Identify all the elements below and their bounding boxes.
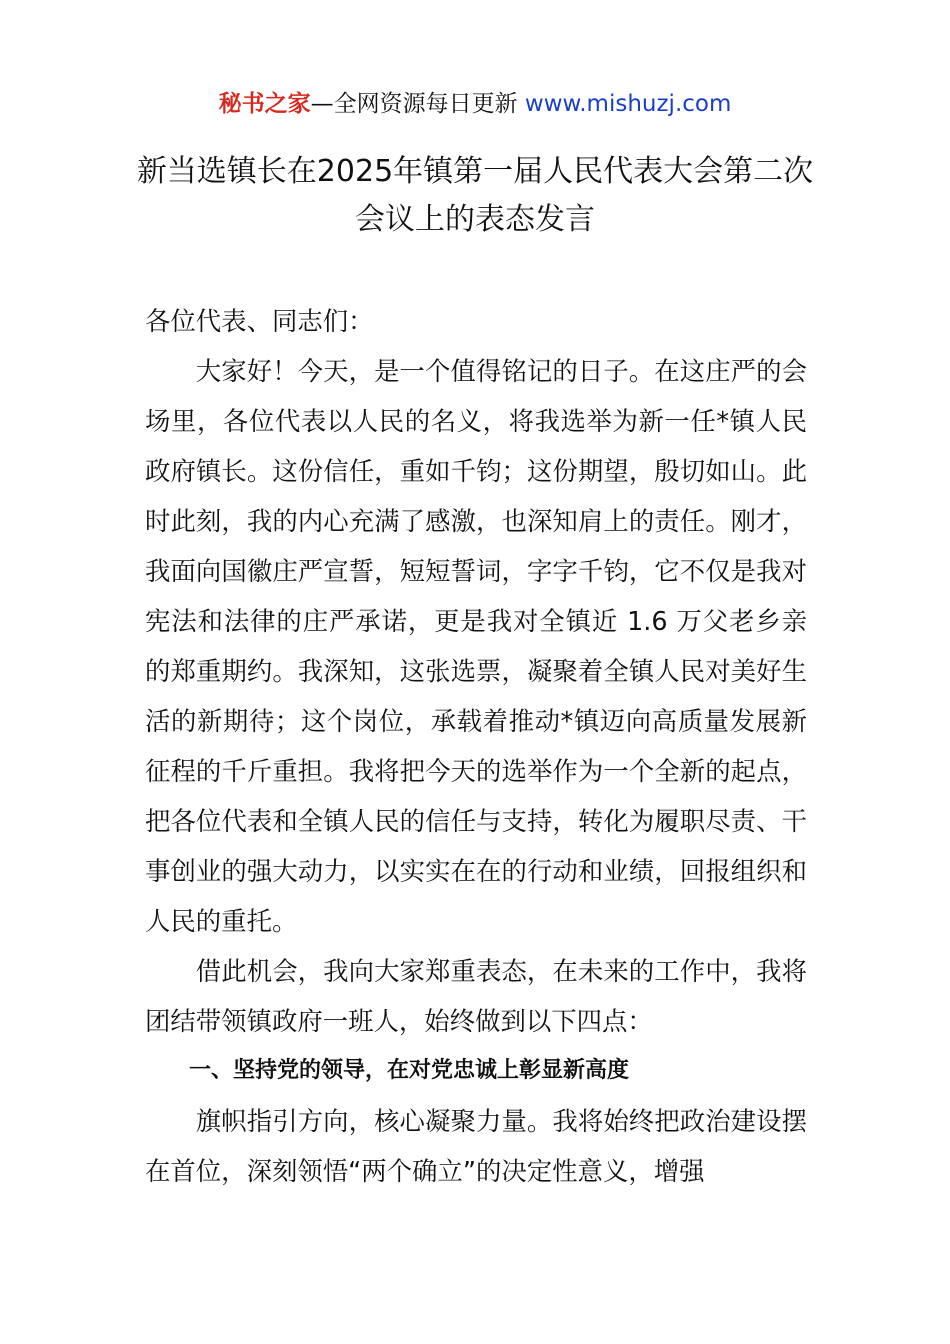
section-heading: 一、坚持党的领导，在对党忠诚上彰显新高度 bbox=[189, 1058, 630, 1083]
site-brand: 秘书之家 bbox=[218, 91, 311, 117]
document-body bbox=[145, 296, 807, 1196]
document-title: 新当选镇长在2025年镇第一届人民代表大会第二次会议上的表态发言 bbox=[136, 154, 814, 237]
site-header bbox=[0, 88, 950, 120]
body-paragraph: 借此机会，我向大家郑重表态，在未来的工作中，我将团结带领镇政府一班人，始终做到以下四点： bbox=[145, 956, 807, 1036]
site-url-link[interactable]: www.mishuzj.com bbox=[524, 91, 732, 117]
salutation: 各位代表、同志们： bbox=[145, 306, 374, 336]
body-paragraph: 大家好！今天，是一个值得铭记的日子。在这庄严的会场里，各位代表以人民的名义，将我选举为新一任*镇人民政府镇长。这份信任，重如千钧；这份期望，殷切如山。此时此刻，我的内心充满了感激，也深知肩上的责任。刚才，我面向国徽庄严宣誓，短短誓词，字字千钧，它不仅是我对宪法和法律的庄严承诺，更是我对全镇近 1.6 万父老乡亲的郑重期约。我深知，这张选票，凝聚着全镇人民对美好生活的新期待；这个岗位，承载着推动*镇迈向高质量发展新征程的千斤重担。我将把今天的选举作为一个全新的起点，把各位代表和全镇人民的信任与支持，转化为履职尽责、干事创业的强大动力，以实实在在的行动和业绩，回报组织和人民的重托。 bbox=[145, 356, 807, 936]
site-tagline: —全网资源每日更新 bbox=[310, 91, 518, 117]
body-paragraph: 旗帜指引方向，核心凝聚力量。我将始终把政治建设摆在首位，深刻领悟“两个确立”的决定性意义，增强 bbox=[145, 1106, 807, 1186]
